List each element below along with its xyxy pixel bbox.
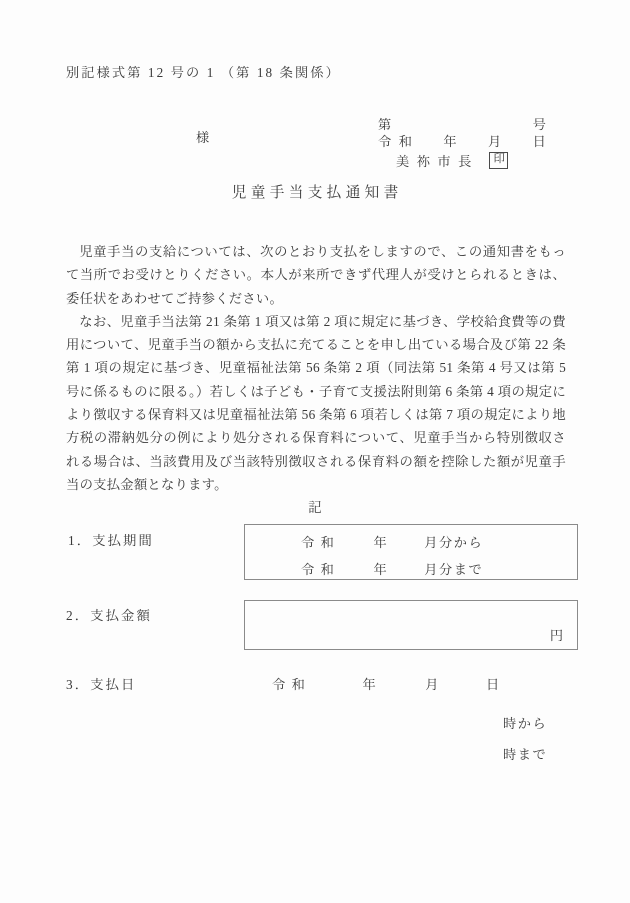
payment-date-row [272, 674, 501, 693]
payment-date-day: 日 [486, 677, 501, 692]
payment-period-from-row [245, 532, 579, 551]
form-code: 別記様式第 12 号の 1 （第 18 条関係） [66, 65, 341, 80]
payment-time-from: 時から [503, 716, 548, 731]
addressee-honorific: 様 [196, 130, 212, 145]
document-date-year: 年 [443, 134, 459, 149]
payment-period-field-box[interactable] [244, 524, 578, 580]
document-date-day: 日 [532, 134, 548, 149]
period-from-year: 年 [373, 535, 389, 550]
document-number-prefix: 第 [378, 117, 394, 132]
payment-date-year: 年 [362, 677, 378, 692]
section-label-payment-date: 3．支払日 [66, 677, 137, 692]
period-from-month: 月分から [424, 535, 484, 550]
document-date-row [378, 95, 548, 186]
payment-amount-unit: 円 [549, 628, 563, 643]
body-paragraph-2: なお、児童手当法第 21 条第 1 項又は第 2 項に規定に基づき、学校給食費等の費用について、児童手当の額から支払に充てることを申し出ている場合及び第 22 条第 1 項の規定に基づき、児童福祉法第 56 条第 2 項（同法第 51 条第 4 号又は第 5 号に係るものに限る。）若しくは子ども・子育て支援法附則第 6 条第 4 項の規定により徴収する保育料又は児童福祉法第 56 条第 6 項若しくは第 7 項の規定により地方税の滞納処分の例により処分される保育料について、児童手当から特別徴収される場合は、当該費用及び当該特別徴収される保育料の額を控除した額が児童手当の支払金額となります。 [66, 313, 566, 492]
period-to-month: 月分まで [424, 562, 484, 577]
issuer-row [396, 151, 508, 170]
payment-period-to-row [245, 559, 579, 578]
document-date-era: 令 和 [378, 134, 415, 149]
payment-amount-field-box[interactable] [244, 600, 578, 650]
page-title: 児童手当支払通知書 [231, 185, 403, 201]
period-from-era: 令 和 [301, 535, 336, 550]
issuer-name: 美 祢 市 長 [396, 154, 474, 169]
payment-time-to: 時まで [503, 747, 548, 762]
period-to-era: 令 和 [301, 562, 336, 577]
section-label-payment-amount: 2．支払金額 [66, 608, 152, 623]
section-label-payment-period: 1．支払期間 [68, 533, 154, 548]
document-number-suffix: 号 [532, 117, 548, 132]
ki-heading: 記 [308, 500, 322, 515]
document-date-month: 月 [488, 134, 504, 149]
body-paragraph-1: 児童手当の支給については、次のとおり支払をしますので、この通知書をもって当所でお受けとりください。本人が来所できず代理人が受けとられるときは、委任状をあわせてご持参ください。 [66, 244, 566, 306]
seal-stamp-icon: 印 [489, 152, 508, 170]
period-to-year: 年 [373, 562, 389, 577]
body-text [66, 240, 566, 496]
payment-date-era: 令 和 [272, 677, 307, 692]
payment-date-month: 月 [425, 677, 440, 692]
